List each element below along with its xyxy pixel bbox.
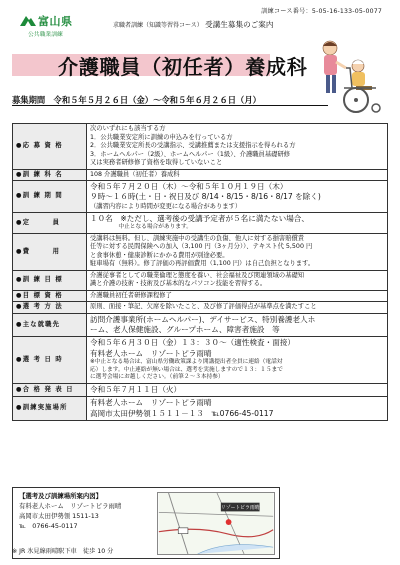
row-value-line: 応）します。中止連絡が無い場合は、選考を実施しますので１３：１５まで	[90, 366, 283, 373]
row-value	[87, 233, 388, 270]
row-value-line: と食事休憩・健康診断にかかる費用が別途必要。	[90, 251, 229, 259]
location-map	[157, 492, 275, 555]
table-row	[13, 233, 388, 270]
row-value-line: 駐車場有（無料）。修了評価の再評価費用（1,100 円）は自己負担となります。	[90, 260, 315, 268]
row-label: ●訓 練 目 標	[13, 270, 87, 290]
row-value-line: ーム、老人保健施設、グループホーム、障害者施設 等	[90, 325, 280, 335]
table-row	[13, 213, 388, 234]
row-value-line: （講習内容により時間が変更になる場合があります）	[90, 202, 242, 210]
table-row	[13, 169, 388, 181]
row-value-line: 任等に対する民間保険への加入（3,100 円（3ヶ月分））、テキスト代 5,500 円	[90, 243, 313, 251]
row-label: ●主な就職先	[13, 313, 87, 337]
row-value	[87, 270, 388, 290]
row-value-line: 令和５年７月２０日（木）～令和５年１０月１９日（木）	[90, 182, 288, 191]
course-number: 訓練コース番号：5-05-16-133-05-0077	[261, 8, 382, 15]
row-value-line: 有料老人ホーム リゾートピラ雨晴	[90, 398, 212, 408]
map-facility-label: リゾートピラ雨晴	[220, 505, 260, 511]
table-row	[13, 124, 388, 170]
period-underline	[12, 105, 328, 106]
row-value-line: 次のいずれにも該当する方	[90, 125, 166, 132]
row-value-line: ９時～１６時(土・日・祝日及び 8/14・8/15・8/16・8/17 を除く)	[90, 192, 321, 202]
logo-name: 富山県	[38, 15, 73, 28]
course-info-table	[12, 123, 388, 421]
row-label: ●合 格 発 表 日	[13, 384, 87, 397]
row-value-line: 介護職員初任者研修課程修了	[90, 291, 172, 299]
facility-tel: ℡ 0766-45-0117	[19, 521, 78, 530]
row-value-line: 2．公共職業安定所長の受講指示、受講推薦または支援指示を得られる方	[90, 142, 296, 149]
row-value	[87, 181, 388, 213]
row-value	[87, 290, 388, 302]
table-row	[13, 397, 388, 421]
row-label: ●応 募 資 格	[13, 124, 87, 170]
row-value-line: 受講料は無料。但し、訓練実施中の受講生の負傷、他人に対する損害賠償責	[90, 234, 305, 242]
table-row	[13, 384, 388, 397]
row-value-line: 介護従事者としての職業倫理と態度を養い、社会福祉及び関連領域の基礎知	[90, 271, 305, 279]
page-title: 介護職員（初任者）養成科	[58, 55, 308, 79]
row-value	[87, 337, 388, 384]
row-value-line: 令和５年６月３０日（金）１３：３０～（適性検査・面接）	[90, 338, 296, 348]
period-label: 募集期間	[12, 95, 46, 105]
row-label: ●選 考 方 法	[13, 302, 87, 314]
row-value	[87, 384, 388, 397]
logo-subtitle: 公共職業訓練	[28, 32, 63, 38]
table-row	[13, 290, 388, 302]
row-value-line: に選考会場にお越しください。（前筆２～３本持参）	[90, 374, 224, 381]
row-value-line: 識と介護の技術・技術及び基本的なパソコン技能を習得する。	[90, 280, 267, 288]
row-value-line: 高岡市太田伊勢領１５１１－１３ ℡0766-45-0117	[90, 408, 274, 418]
toyama-logo	[20, 14, 106, 40]
location-heading: 【選考及び訓練場所案内図】	[19, 492, 103, 500]
row-value	[87, 213, 388, 234]
row-value-line: 訪問介護事業所(ホームヘルパー)、デイサービス、特別養護老人ホ	[90, 314, 316, 324]
row-value-line: 原則、面接・筆記、欠席を除いたこと、及び修了評価得点が基準点を満たすこと	[90, 303, 317, 311]
row-value-line: １０名 ※ただし、選考後の受講予定者が５名に満たない場合、	[90, 214, 309, 223]
facility-address: 高岡市太田伊勢領 1511-13	[19, 511, 99, 520]
row-value-line: 中止となる場合があります。	[90, 224, 192, 231]
row-value-line: 有料老人ホーム リゾートピラ雨晴	[90, 348, 212, 358]
row-value-line: 3．ホームヘルパー（2級）、ホームヘルパー（1級）、介護職員基礎研修	[90, 150, 291, 158]
row-label: ●訓練実施場所	[13, 397, 87, 421]
row-label: ●選 考 日 時	[13, 337, 87, 384]
contact-info	[19, 492, 121, 532]
row-value	[87, 313, 388, 337]
access-note: ※ JR 氷見線雨晴駅下車 徒歩 10 分	[12, 548, 114, 555]
row-label: ●目 標 資 格	[13, 290, 87, 302]
row-value-line: 令和５年７月１１日（火）	[90, 385, 182, 394]
table-row	[13, 313, 388, 337]
table-row	[13, 270, 388, 290]
row-label: ●定 員	[13, 213, 87, 234]
facility-name: 有料老人ホーム リゾートピラ雨晴	[19, 501, 122, 510]
subtitle-small: 求職者訓練（知識等習得コース）	[113, 22, 203, 29]
period-value: 令和５年５月２６日（金）～令和５年６月２６日（月）	[53, 95, 261, 105]
row-value	[87, 302, 388, 314]
row-value	[87, 124, 388, 170]
table-row	[13, 181, 388, 213]
header-subtitle	[113, 19, 273, 30]
table-row	[13, 302, 388, 314]
table-row	[13, 337, 388, 384]
row-value-line: ※中止となる場合は、富山県労働政策課より開講提出者全員に連絡（電話対	[90, 358, 283, 365]
subtitle-main: 受講生募集のご案内	[205, 20, 274, 29]
row-label: ●費 用	[13, 233, 87, 270]
row-value	[87, 169, 388, 181]
mountain-logo-icon	[20, 14, 36, 26]
row-label: ●訓 練 科 名	[13, 169, 87, 181]
row-value-line: 108 介護職員（初任者）養成科	[90, 170, 180, 178]
row-label: ●訓 練 期 間	[13, 181, 87, 213]
row-value-line: 1．公共職業安定所に訓練の申込みを行っている方	[90, 133, 233, 141]
row-value-line: 又は実務者研修修了資格を取得していないこと	[90, 159, 223, 166]
row-value	[87, 397, 388, 421]
